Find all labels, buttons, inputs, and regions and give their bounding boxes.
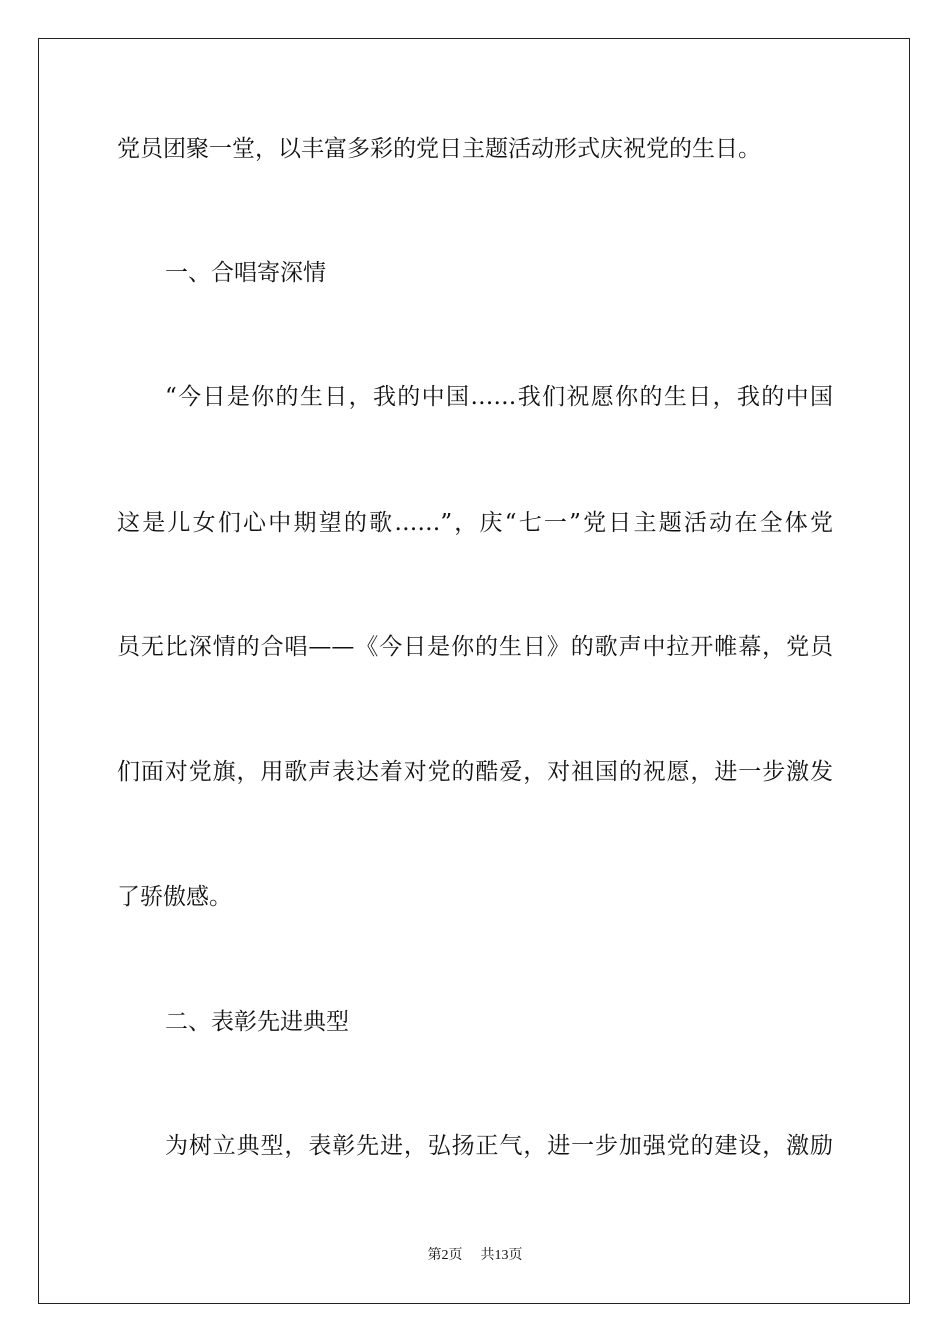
- page-border: [38, 38, 910, 1304]
- page-footer: [0, 1247, 950, 1265]
- paragraph-line: 这是儿女们心中期望的歌……”，庆“七一”党日主题活动在全体党: [117, 510, 833, 536]
- page-number: 第2页: [427, 1248, 463, 1263]
- paragraph-line: 们面对党旗，用歌声表达着对党的酷爱，对祖国的祝愿，进一步激发: [117, 759, 833, 785]
- paragraph-line: “今日是你的生日，我的中国……我们祝愿你的生日，我的中国: [165, 384, 833, 410]
- section-heading: 一、合唱寄深情: [165, 260, 326, 286]
- page-total: 共13页: [480, 1248, 523, 1263]
- paragraph-line: 员无比深情的合唱——《今日是你的生日》的歌声中拉开帷幕，党员: [117, 634, 833, 660]
- paragraph-line: 党员团聚一堂，以丰富多彩的党日主题活动形式庆祝党的生日。: [117, 136, 761, 162]
- paragraph-line: 为树立典型，表彰先进，弘扬正气，进一步加强党的建设，激励: [165, 1133, 833, 1159]
- paragraph-line: 了骄傲感。: [117, 884, 232, 910]
- section-heading: 二、表彰先进典型: [165, 1009, 349, 1035]
